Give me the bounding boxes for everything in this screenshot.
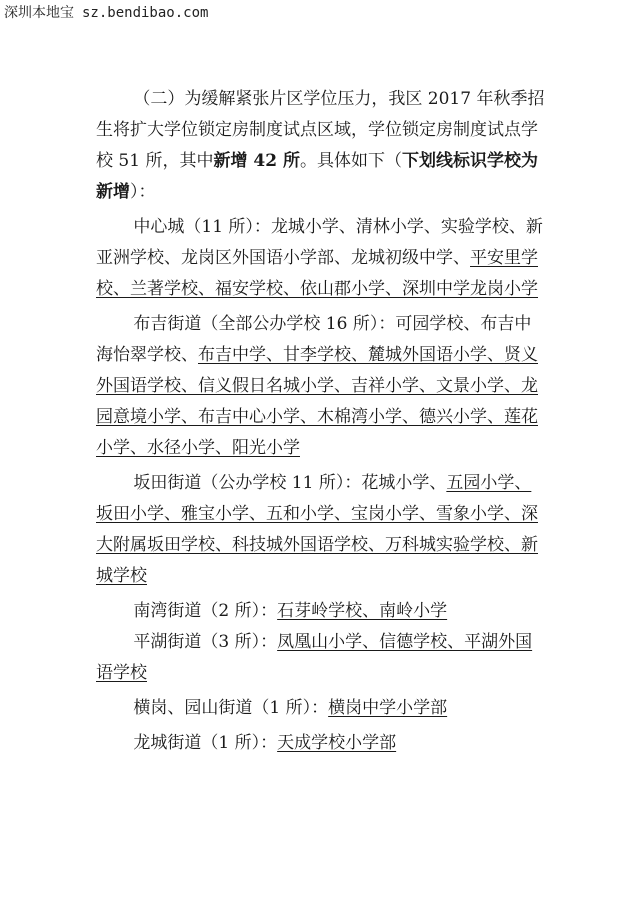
district-new-schools: 凤凰山小学、信德学校、平湖外国语学校 bbox=[96, 632, 533, 683]
district-label: 南湾街道（2 所）： bbox=[133, 601, 278, 621]
district-label: 中心城（11 所）： bbox=[133, 217, 271, 237]
district-paragraph bbox=[96, 212, 548, 305]
district-existing-schools: 可园学校、布吉中海怡翠学校、 bbox=[96, 314, 532, 365]
district-paragraph bbox=[96, 728, 548, 759]
district-label: 横岗、园山街道（1 所）： bbox=[133, 698, 329, 718]
intro-text-3: ）： bbox=[130, 182, 156, 202]
district-paragraph bbox=[96, 693, 548, 724]
district-label: 龙城街道（1 所）： bbox=[133, 733, 278, 753]
district-new-schools: 天成学校小学部 bbox=[277, 733, 397, 753]
district-label: 平湖街道（3 所）： bbox=[133, 632, 278, 652]
district-new-schools: 平安里学校、兰著学校、福安学校、依山郡小学、深圳中学龙岗小学 bbox=[96, 248, 538, 299]
site-watermark bbox=[4, 2, 208, 22]
intro-text-2: 。具体如下（ bbox=[299, 151, 402, 171]
intro-paragraph bbox=[96, 84, 548, 208]
district-label: 坂田街道（公办学校 11 所）： bbox=[133, 473, 362, 493]
district-paragraph bbox=[96, 627, 548, 689]
district-new-schools: 横岗中学小学部 bbox=[328, 698, 448, 718]
district-paragraph bbox=[96, 468, 548, 592]
district-new-schools: 五园小学、坂田小学、雅宝小学、五和小学、宝岗小学、雪象小学、深大附属坂田学校、科技城外国语学校、万科城实验学校、新城学校 bbox=[96, 473, 538, 586]
district-paragraph bbox=[96, 309, 548, 464]
intro-bold-count: 新增 42 所 bbox=[213, 151, 300, 171]
district-new-schools: 布吉中学、甘李学校、麓城外国语小学、贤义外国语学校、信义假日名城小学、吉祥小学、文景小学、龙园意境小学、布吉中心小学、木棉湾小学、德兴小学、莲花小学、水径小学、阳光小学 bbox=[96, 345, 538, 458]
district-new-schools: 石芽岭学校、南岭小学 bbox=[277, 601, 448, 621]
watermark-site-name: 深圳本地宝 bbox=[4, 5, 74, 21]
district-paragraph bbox=[96, 596, 548, 627]
intro-bold-note: 下划线标识学校为新增 bbox=[96, 151, 538, 202]
district-existing-schools: 龙城小学、清林小学、实验学校、新亚洲学校、龙岗区外国语小学部、龙城初级中学、 bbox=[96, 217, 543, 268]
intro-text-1: （二）为缓解紧张片区学位压力，我区 2017 年秋季招生将扩大学位锁定房制度试点区域，学位锁定房制度试点学校 51 所，其中 bbox=[96, 89, 545, 171]
district-label: 布吉街道（全部公办学校 16 所）： bbox=[133, 314, 396, 334]
watermark-url: sz.bendibao.com bbox=[82, 5, 209, 21]
document-body bbox=[96, 84, 548, 759]
district-existing-schools: 花城小学、 bbox=[361, 473, 447, 493]
